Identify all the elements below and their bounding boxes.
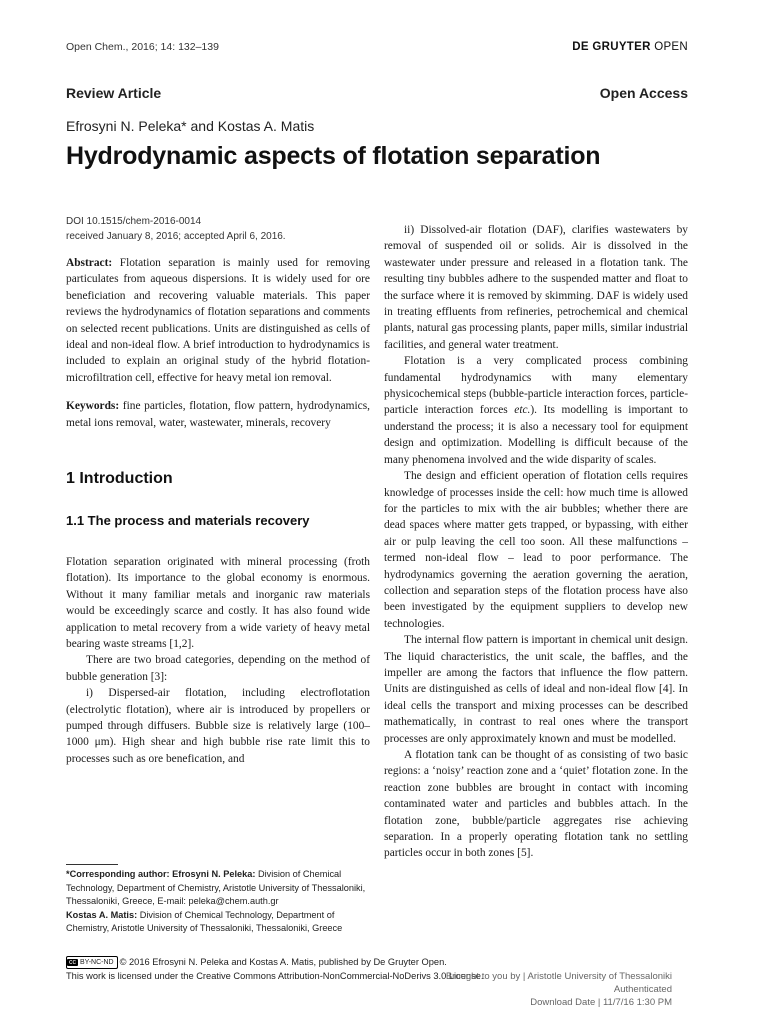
second-author-affiliation: Division of Chemical Technology, Department of Chemistry, Aristotle University of Thessaloniki, Thessaloniki, Greece [66,909,343,934]
cc-badge-label: BY-NC-ND [80,959,114,967]
keywords-text: fine particles, flotation, flow pattern, hydrodynamics, metal ions removal, water, wastewater, minerals, recovery [66,400,370,429]
keywords [66,398,370,431]
license-text: This work is licensed under the Creative Commons Attribution-NonCommercial-NoDerivs 3.0 License. [66,970,484,981]
paragraph-italic: etc. [514,404,531,417]
second-author [66,909,371,936]
paragraph: There are two broad categories, depending on the method of bubble generation [3]: [66,654,370,683]
abstract-text: Flotation separation is mainly used for removing particulates from aqueous dispersions. It is widely used for ore beneficiation and recovering valuable materials. This paper reviews the hydrodynamics of flotation separations and comments on selected recent publications. Units are distinguished as cells of ideal and non-ideal flow. A brief introduction to hydrodynamics is included to explain an original study of the hybrid flotation-microfiltration cell, effective for heavy metal ion removal. [66,257,370,384]
access-label: Open Access [599,85,688,101]
paragraph: The design and efficient operation of flotation cells requires knowledge of processes inside the cell: how much time is allowed for the particles to mix with the air bubbles; whether there are dead spaces where matter gets trapped, or bypassing, with either air or pulp leaving the cell too soon. All these malfunctions – termed non-ideal flow – lead to poor performance. The hydrodynamics governing the aeration governing the aeration, collection and separation steps of the flotation process have also been investigated by the equipment suppliers to develop new technologies. [384,470,688,630]
paragraph: Flotation separation originated with mineral processing (froth flotation). Its importance to the global economy is enormous. Without it many familiar metals and inorganic raw materials would be exceedingly scarce and costly. It has also found wide application to metal recovery from a wide variety of heavy metal bearing waste streams [1,2]. [66,555,370,650]
paragraph-text: Flotation is a very complicated process combining fundamental hydrodynamics with many elementary physicochemical steps (bubble-particle interaction forces, particle-particle interaction forces [384,355,688,417]
article-title: Hydrodynamic aspects of flotation separation [66,142,601,170]
download-watermark [446,970,672,1009]
doi-block [66,214,286,244]
doi[interactable]: DOI 10.1515/chem-2016-0014 [66,216,202,227]
paragraph [384,353,688,468]
left-column [66,255,370,767]
publisher-name-bold: DE GRUYTER [572,41,651,53]
cc-license-badge[interactable] [66,956,118,969]
journal-reference: Open Chem., 2016; 14: 132–139 [66,41,219,53]
second-author-label: Kostas A. Matis: [66,909,138,920]
publisher-name-light: OPEN [654,41,688,53]
paragraph: The internal flow pattern is important in chemical unit design. The liquid characteristics, the unit scale, the baffles, and the impeller are among the factors that influence the flow pattern. Units are distinguished as cells of ideal and non-ideal flow [4]. In ideal cells the transport and mixing processes can be described mathematically, in contrast to real ones where the transport processes are only approximately known and must be modelled. [384,634,688,745]
abstract-label: Abstract: [66,257,113,269]
cc-icon: cc [69,959,76,967]
author-list: Efrosyni N. Peleka* and Kostas A. Matis [66,118,315,134]
right-column [384,222,688,862]
received-dates: received January 8, 2016; accepted April 6, 2016. [66,231,286,242]
footnote-divider [66,864,118,865]
watermark-date: Download Date | 11/7/16 1:30 PM [530,997,672,1008]
paragraph: A flotation tank can be thought of as consisting of two basic regions: a ‘noisy’ reaction zone and a ‘quiet’ flotation zone. In the reaction zone bubbles are brought in contact with incoming contaminated water and particles and bubbles attach. In the flotation zone, bubble/particle aggregates rise achieving separation. In a properly operating flotation tank no settling particles occur in both zones [5]. [384,749,688,860]
corresponding-author [66,868,371,909]
paragraph: i) Dispersed-air flotation, including electroflotation (electrolytic flotation), where air is introduced by propellers or pumped through diffusers. Bubble size is relatively large (100–1000 μm). High shear and high bubble rise rate limit this to processes such as ore benefication, and [66,687,370,765]
subsection-heading: 1.1 The process and materials recovery [66,513,310,529]
copyright-line [66,956,566,970]
watermark-institution: Brought to you by | Aristotle University of Thessaloniki [445,971,672,982]
abstract [66,255,370,386]
corresponding-author-label: *Corresponding author: Efrosyni N. Peleka: [66,869,256,879]
author-footnote [66,868,371,936]
watermark-authenticated: Authenticated [613,984,672,995]
copyright-text: © 2016 Efrosyni N. Peleka and Kostas A. Matis, published by De Gruyter Open. [119,957,447,967]
section-heading: 1 Introduction [66,470,173,488]
article-type: Review Article [66,85,162,101]
keywords-label: Keywords: [66,400,120,413]
corresponding-author-affiliation: Division of Chemical Technology, Department of Chemistry, Aristotle University of Thessaloniki, Thessaloniki, Greece, E-mail: peleka@chem.auth.gr [66,869,366,907]
publisher-logo [572,41,688,53]
paragraph: ii) Dissolved-air flotation (DAF), clarifies wastewaters by removal of suspended oil or solids. Air is dissolved in the wastewater under pressure and released in a flotation tank. The resulting tiny bubbles adhere to the suspended matter and float to the surface where it is removed by skimming. DAF is widely used in treating effluents from refineries, petrochemical and chemical plants, natural gas processing plants, paper mills, similar industrial facilities, and general water treatment. [384,224,689,351]
paragraph-text: ). Its modelling is important to understand the process; it is also a necessary tool for equipment design and optimization. Modelling is difficult because of the many phenomena involved and the wide disparity of scales. [384,404,688,466]
